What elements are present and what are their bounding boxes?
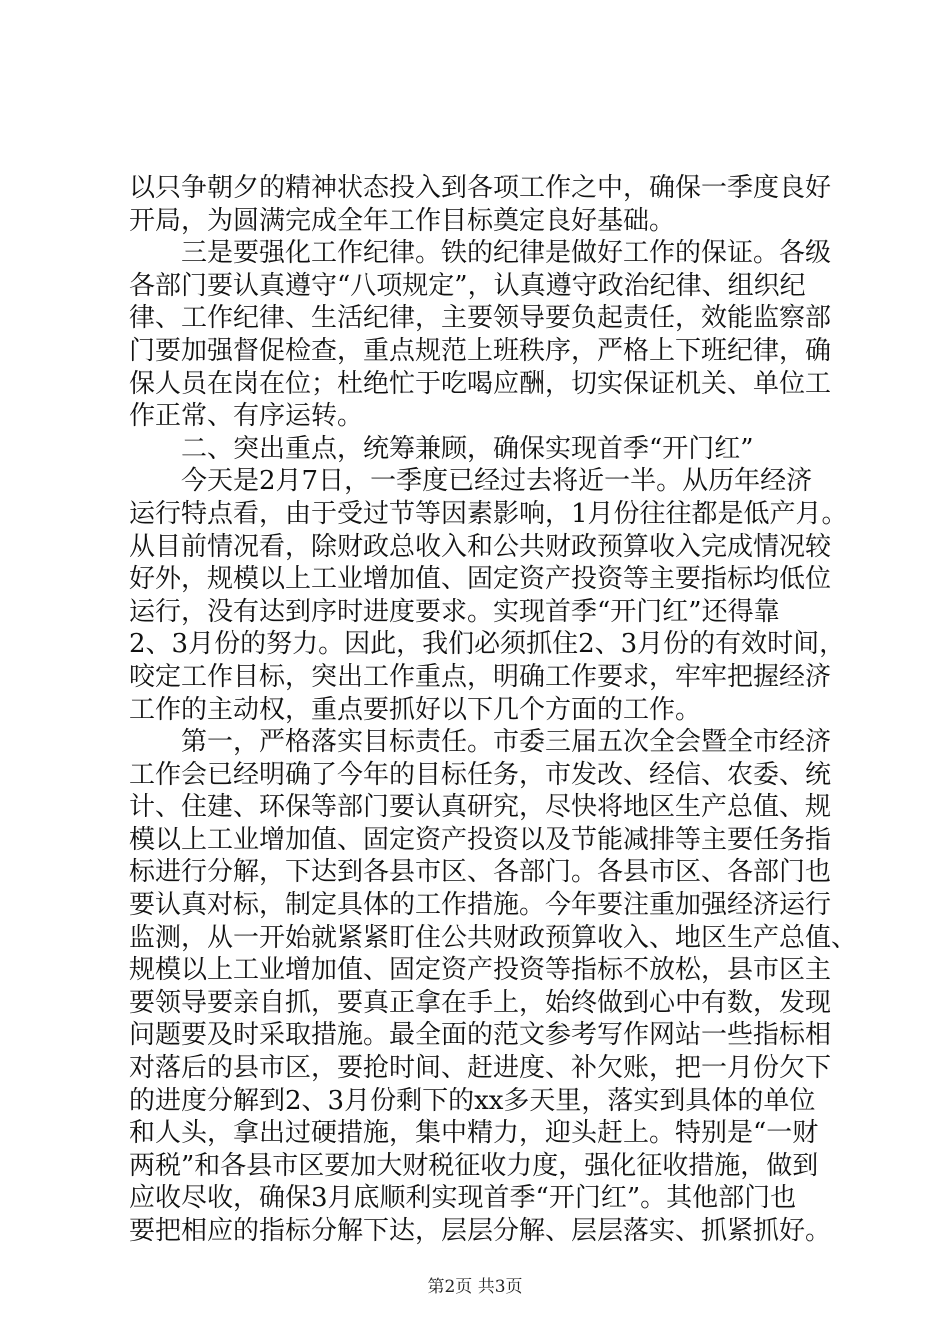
page-number-footer: 第2页 共3页 xyxy=(427,1277,523,1297)
body-line: 律、工作纪律、生活纪律，主要领导要负起责任，效能监察部 xyxy=(129,303,832,334)
paragraph-start-line: 今天是2月7日，一季度已经过去将近一半。从历年经济 xyxy=(181,466,813,497)
paragraph-start-line: 三是要强化工作纪律。铁的纪律是做好工作的保证。各级 xyxy=(181,238,832,269)
body-line: 要把相应的指标分解下达，层层分解、层层落实、抓紧抓好。 xyxy=(129,1216,832,1246)
section-heading: 二、突出重点，统筹兼顾，确保实现首季“开门红” xyxy=(181,433,754,464)
body-line: 从目前情况看，除财政总收入和公共财政预算收入完成情况较 xyxy=(129,531,832,562)
body-line: 和人头，拿出过硬措施，集中精力，迎头赶上。特别是“一财 xyxy=(129,1118,819,1149)
body-line: 保人员在岗在位；杜绝忙于吃喝应酬，切实保证机关、单位工 xyxy=(129,368,832,399)
paragraph-start-line: 第一，严格落实目标责任。市委三届五次全会暨全市经济 xyxy=(181,727,832,758)
body-line: 模以上工业增加值、固定资产投资以及节能减排等主要任务指 xyxy=(129,824,832,855)
body-line: 标进行分解，下达到各县市区、各部门。各县市区、各部门也 xyxy=(129,857,832,888)
body-line: 要认真对标，制定具体的工作措施。今年要注重加强经济运行 xyxy=(129,890,832,921)
body-line: 监测，从一开始就紧紧盯住公共财政预算收入、地区生产总值、 xyxy=(129,922,858,953)
document-body xyxy=(129,172,858,1248)
body-line: 的进度分解到2、3月份剩下的xx多天里，落实到具体的单位 xyxy=(129,1085,816,1116)
body-line: 各部门要认真遵守“八项规定”，认真遵守政治纪律、组织纪 xyxy=(129,270,806,301)
body-line: 门要加强督促检查，重点规范上班秩序，严格上下班纪律，确 xyxy=(129,335,832,366)
body-line: 运行，没有达到序时进度要求。实现首季“开门红”还得靠 xyxy=(129,596,780,627)
body-line: 规模以上工业增加值、固定资产投资等指标不放松，县市区主 xyxy=(129,955,832,986)
body-line: 问题要及时采取措施。最全面的范文参考写作网站一些指标相 xyxy=(129,1020,832,1051)
body-line: 要领导要亲自抓，要真正拿在手上，始终做到心中有数，发现 xyxy=(129,987,832,1018)
body-line: 工作的主动权，重点要抓好以下几个方面的工作。 xyxy=(129,694,702,725)
body-line: 运行特点看，由于受过节等因素影响，1月份往往都是低产月。 xyxy=(129,498,848,529)
body-line: 咬定工作目标，突出工作重点，明确工作要求，牢牢把握经济 xyxy=(129,661,832,692)
body-line: 以只争朝夕的精神状态投入到各项工作之中，确保一季度良好 xyxy=(129,173,832,203)
body-line: 工作会已经明确了今年的目标任务，市发改、经信、农委、统 xyxy=(129,759,832,790)
body-line: 好外，规模以上工业增加值、固定资产投资等主要指标均低位 xyxy=(129,564,832,595)
body-line: 2、3月份的努力。因此，我们必须抓住2、3月份的有效时间， xyxy=(129,629,846,660)
body-line: 作正常、有序运转。 xyxy=(129,401,364,432)
body-line: 开局，为圆满完成全年工作目标奠定良好基础。 xyxy=(129,205,676,236)
body-line: 应收尽收，确保3月底顺利实现首季“开门红”。其他部门也 xyxy=(129,1183,797,1214)
body-line: 计、住建、环保等部门要认真研究，尽快将地区生产总值、规 xyxy=(129,792,832,823)
body-line: 对落后的县市区，要抢时间、赶进度、补欠账，把一月份欠下 xyxy=(129,1053,832,1084)
body-line: 两税”和各县市区要加大财税征收力度，强化征收措施，做到 xyxy=(129,1150,819,1181)
